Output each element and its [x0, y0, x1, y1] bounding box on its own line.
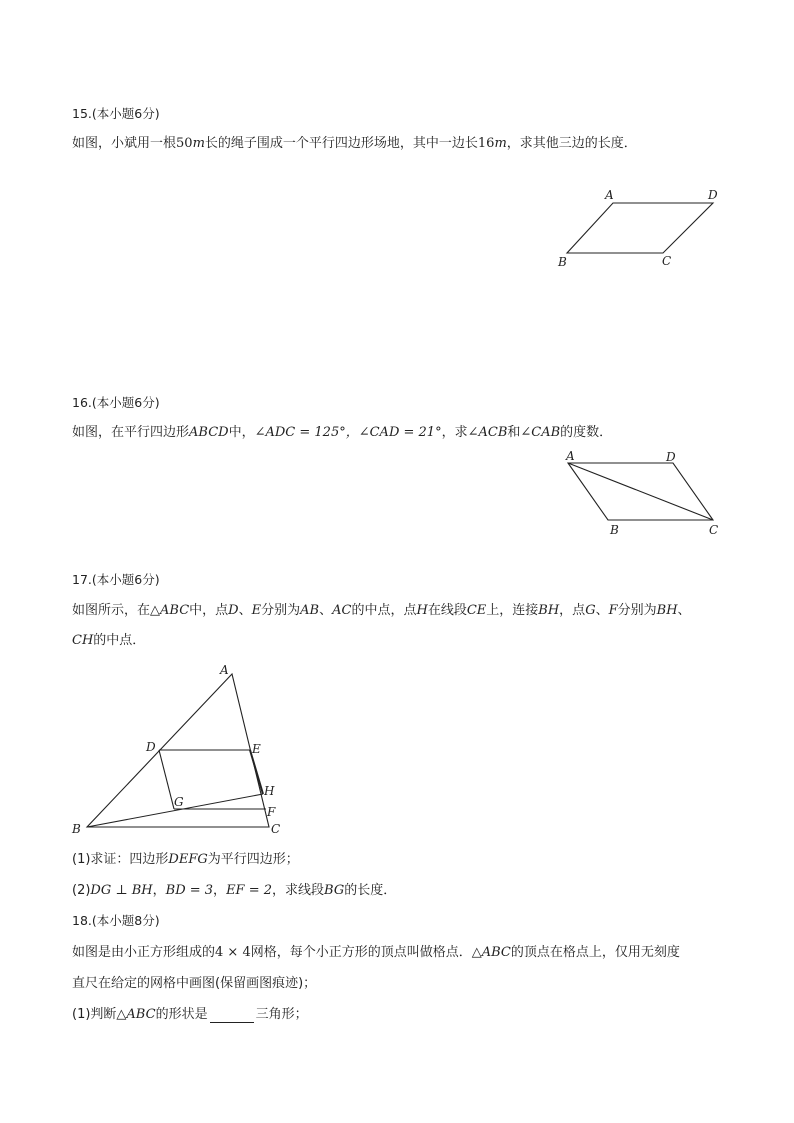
q17-triangle-figure	[65, 660, 295, 840]
q17-label-h: H	[264, 784, 275, 798]
q15-header: 15.(本小题6分)	[72, 106, 160, 121]
q18-line1: 如图是由小正方形组成的4 × 4网格，每个小正方形的顶点叫做格点．△ABC的顶点在格点上，仅用无刻度	[72, 945, 680, 960]
q16-text: 如图，在平行四边形ABCD中，∠ADC = 125°，∠CAD = 21°，求∠ACB和∠CAB的度数．	[72, 425, 613, 440]
q15-label-c: C	[662, 254, 672, 268]
q16-header: 16.(本小题6分)	[72, 395, 160, 410]
q15-text: 如图，小斌用一根50m长的绳子围成一个平行四边形场地，其中一边长16m，求其他三边的长度．	[72, 136, 637, 151]
q17-part2: (2)DG ⊥ BH，BD = 3，EF = 2，求线段BG的长度．	[72, 883, 397, 898]
q15-label-b: B	[558, 255, 567, 269]
q17-label-a: A	[220, 663, 229, 677]
q17-line1: 如图所示，在△ABC中，点D、E分别为AB、AC的中点，点H在线段CE上，连接BH，点G、F分别为BH、	[72, 603, 691, 618]
q16-label-a: A	[566, 449, 575, 463]
q17-part1: (1)求证：四边形DEFG为平行四边形；	[72, 852, 299, 867]
q17-label-f: F	[267, 805, 276, 819]
q16-diagonal-ac	[568, 463, 713, 520]
q18-part1: (1)判断△ABC的形状是 三角形；	[72, 1007, 308, 1022]
q17-label-b: B	[72, 822, 81, 836]
q17-label-d: D	[146, 740, 156, 754]
answer-blank[interactable]	[210, 1009, 254, 1023]
q17-label-g: G	[174, 795, 184, 809]
q15-parallelogram	[567, 203, 713, 253]
q17-header: 17.(本小题6分)	[72, 572, 160, 587]
q17-label-e: E	[252, 742, 261, 756]
q17-segment-dg	[159, 750, 174, 809]
q18-header: 18.(本小题8分)	[72, 913, 160, 928]
q16-label-c: C	[709, 523, 719, 537]
q15-label-d: D	[708, 188, 718, 202]
q15-parallelogram-figure	[555, 185, 725, 270]
q17-segment-eh	[250, 750, 263, 794]
q15-label-a: A	[605, 188, 614, 202]
q16-label-b: B	[610, 523, 619, 537]
q18-line2: 直尺在给定的网格中画图(保留画图痕迹)；	[72, 976, 317, 991]
q17-line2: CH的中点．	[72, 633, 146, 648]
q16-parallelogram-figure	[560, 448, 730, 543]
q17-label-c: C	[271, 822, 281, 836]
q16-label-d: D	[666, 450, 676, 464]
